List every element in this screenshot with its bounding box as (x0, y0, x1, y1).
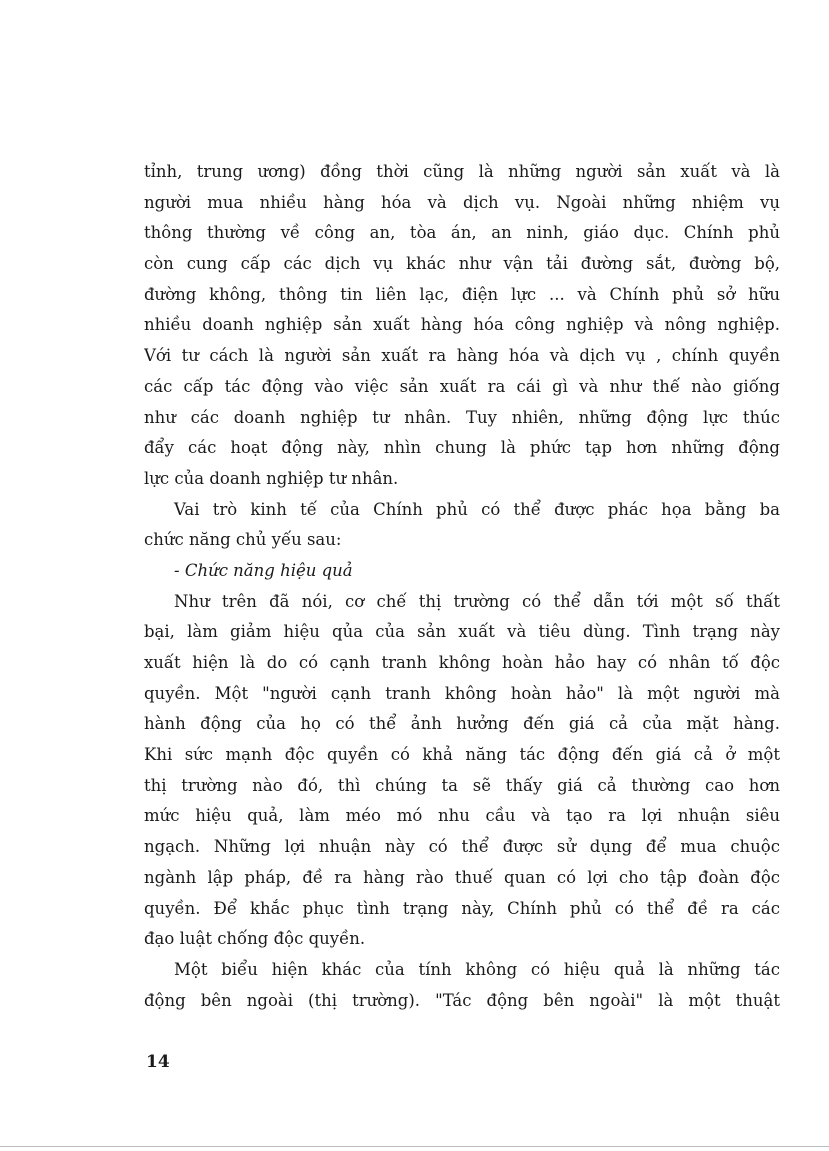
text-line: động bên ngoài (thị trường). "Tác động bên ngoài" là một thuật (144, 990, 780, 1010)
text-line: Như trên đã nói, cơ chế thị trường có thể dẫn tới một số thất (174, 591, 780, 611)
text-line: thông thường về công an, tòa án, an ninh, giáo dục. Chính phủ (144, 223, 780, 243)
text-line: ngành lập pháp, đề ra hàng rào thuế quan có lợi cho tập đoàn độc (144, 867, 780, 887)
text-line: các cấp tác động vào việc sản xuất ra cái gì và như thế nào giống (144, 376, 780, 396)
text-line: - Chức năng hiệu quả (174, 560, 353, 580)
text-line: Với tư cách là người sản xuất ra hàng hóa và dịch vụ , chính quyền (144, 346, 780, 366)
text-line: người mua nhiều hàng hóa và dịch vụ. Ngoài những nhiệm vụ (144, 192, 780, 212)
text-line: đẩy các hoạt động này, nhìn chung là phức tạp hơn những động (144, 438, 780, 458)
text-line: như các doanh nghiệp tư nhân. Tuy nhiên, những động lực thúc (144, 407, 780, 427)
text-line: chức năng chủ yếu sau: (144, 530, 342, 550)
text-line: đường không, thông tin liên lạc, điện lực ... và Chính phủ sở hữu (144, 284, 780, 304)
text-line: Một biểu hiện khác của tính không có hiệu quả là những tác (174, 959, 780, 979)
text-line: mức hiệu quả, làm méo mó nhu cầu và tạo ra lợi nhuận siêu (144, 806, 780, 826)
text-line: nhiều doanh nghiệp sản xuất hàng hóa công nghiệp và nông nghiệp. (144, 315, 780, 335)
text-line: hành động của họ có thể ảnh hưởng đến giá cả của mặt hàng. (144, 714, 780, 734)
text-line: thị trường nào đó, thì chúng ta sẽ thấy giá cả thường cao hơn (144, 775, 780, 795)
text-line: lực của doanh nghiệp tư nhân. (144, 468, 399, 488)
body-text (144, 157, 780, 1016)
text-line: đạo luật chống độc quyền. (144, 929, 366, 949)
text-line: còn cung cấp các dịch vụ khác như vận tải đường sắt, đường bộ, (144, 254, 780, 274)
page-number: 14 (146, 1052, 170, 1072)
text-line: ngạch. Những lợi nhuận này có thể được sử dụng để mua chuộc (144, 837, 780, 857)
scan-edge-line (0, 1146, 829, 1147)
text-line: quyền. Một "người cạnh tranh không hoàn hảo" là một người mà (144, 683, 780, 703)
text-line: Khi sức mạnh độc quyền có khả năng tác động đến giá cả ở một (144, 745, 780, 765)
text-line: quyền. Để khắc phục tình trạng này, Chính phủ có thể đề ra các (144, 898, 780, 918)
text-line: tỉnh, trung ương) đồng thời cũng là những người sản xuất và là (144, 162, 780, 181)
text-line: xuất hiện là do có cạnh tranh không hoàn hảo hay có nhân tố độc (144, 653, 780, 672)
text-line: Vai trò kinh tế của Chính phủ có thể được phác họa bằng ba (174, 499, 780, 519)
text-line: bại, làm giảm hiệu qủa của sản xuất và tiêu dùng. Tình trạng này (144, 622, 780, 642)
